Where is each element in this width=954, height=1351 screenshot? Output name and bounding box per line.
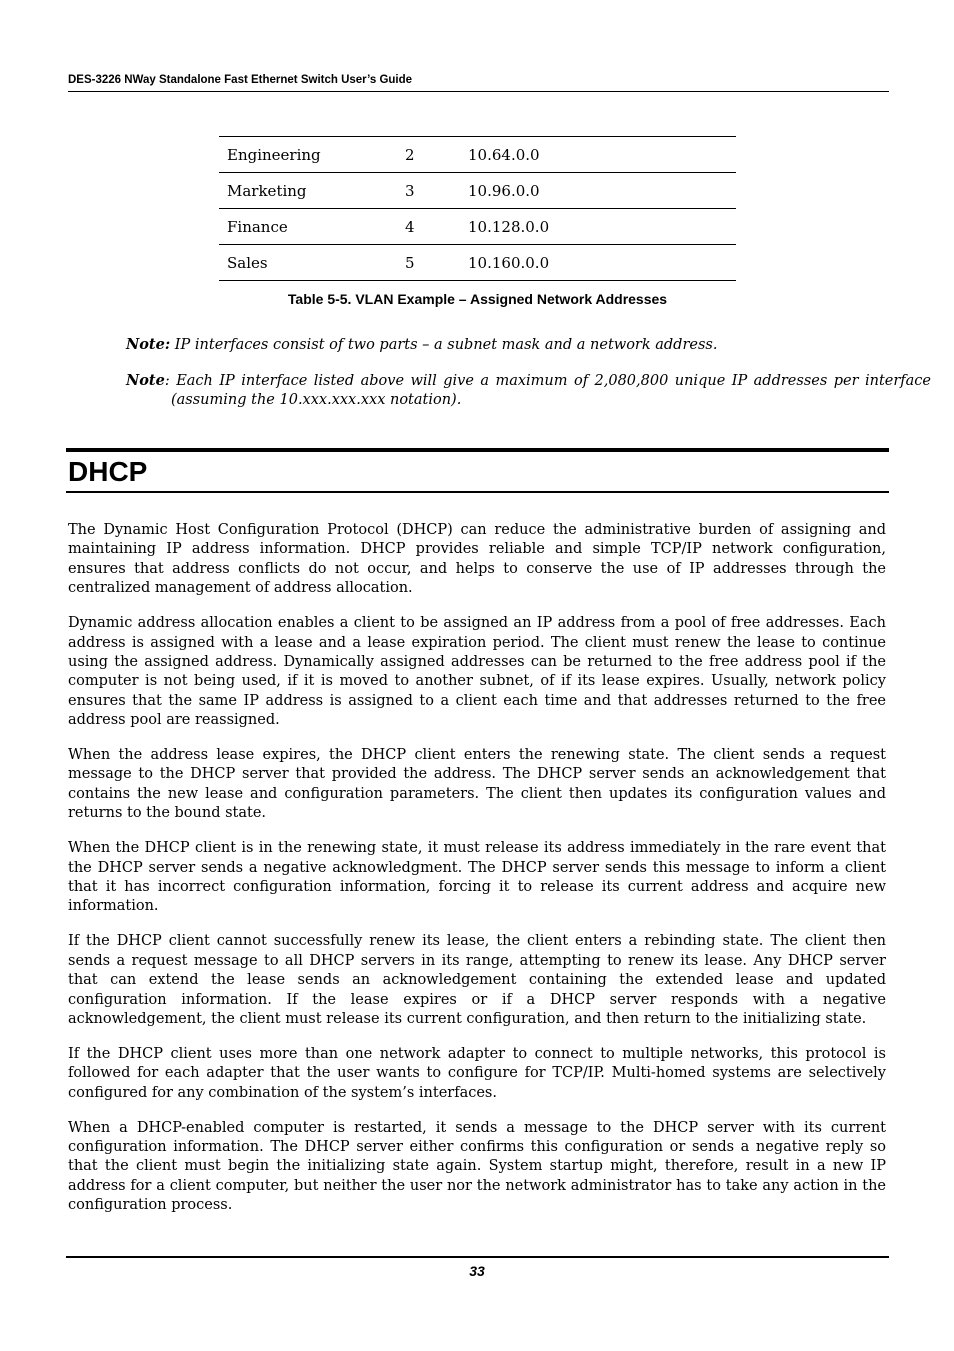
paragraph: When the DHCP client is in the renewing state, it must release its address immediately in the rare event that the DHCP server sends a negative acknowledgment. The DHCP server sends this message to inform a client that it has incorrect configuration information, forcing it to release its current address and acquire new information. <box>68 840 886 915</box>
paragraph: Dynamic address allocation enables a client to be assigned an IP address from a pool of free addresses. Each address is assigned with a lease and a lease expiration period. The client must renew the lease to continue using the assigned address. Dynamically assigned addresses can be returned to the free address pool if the computer is not being used, if it is moved to another subnet, of if its lease expires. Usually, network policy ensures that the same IP address is assigned to a client each time and that addresses returned to the free address pool are reassigned. <box>68 615 886 729</box>
network-address-cell: 10.128.0.0 <box>460 209 736 245</box>
section-top-rule <box>66 448 889 452</box>
note-text: : Each IP interface listed above will give a maximum of 2,080,800 unique IP addresses per interface (assuming the 10.xxx.xxx.xxx notation). <box>164 373 931 408</box>
vlan-id-cell: 3 <box>397 173 460 209</box>
table-caption: Table 5-5. VLAN Example – Assigned Network Addresses <box>287 291 668 307</box>
vlan-name-cell: Sales <box>219 245 397 281</box>
page-number: 33 <box>469 1263 485 1279</box>
network-address-cell: 10.96.0.0 <box>460 173 736 209</box>
vlan-address-table <box>219 136 736 281</box>
paragraph: When the address lease expires, the DHCP client enters the renewing state. The client sends a request message to the DHCP server that provided the address. The DHCP server sends an acknowledgement that contains the new lease and configuration parameters. The client then updates its configuration values and returns to the bound state. <box>68 747 886 822</box>
running-header: DES-3226 NWay Standalone Fast Ethernet Switch User’s Guide <box>68 74 413 86</box>
network-address-cell: 10.160.0.0 <box>460 245 736 281</box>
vlan-name-cell: Engineering <box>219 137 397 173</box>
network-address-cell: 10.64.0.0 <box>460 137 736 173</box>
vlan-id-cell: 2 <box>397 137 460 173</box>
note-label: Note: <box>126 336 171 353</box>
note-ip-count <box>126 371 931 410</box>
paragraph: When a DHCP-enabled computer is restarted, it sends a message to the DHCP server with its current configuration information. The DHCP server either confirms this configuration or sends a negative reply so that the client must begin the initializing state again. System startup might, therefore, result in a new IP address for a client computer, but neither the user nor the network administrator has to take any action in the configuration process. <box>68 1119 886 1214</box>
table-row <box>219 137 736 173</box>
vlan-id-cell: 4 <box>397 209 460 245</box>
section-body <box>68 521 886 1231</box>
note-label: Note <box>126 372 165 389</box>
paragraph: If the DHCP client cannot successfully renew its lease, the client enters a rebinding state. The client then sends a request message to all DHCP servers in its range, attempting to renew its lease. Any DHCP server that can extend the lease sends an acknowledgement containing the extended lease and updated configuration information. If the lease expires or if a DHCP server responds with a negative acknowledgement, the client must release its current configuration, and then return to the initializing state. <box>68 933 886 1027</box>
note-text: IP interfaces consist of two parts – a subnet mask and a network address. <box>170 337 718 353</box>
paragraph: The Dynamic Host Configuration Protocol (DHCP) can reduce the administrative burden of assigning and maintaining IP address information. DHCP provides reliable and simple TCP/IP network configuration, ensures that address conflicts do not occur, and helps to conserve the use of IP addresses through the centralized management of address allocation. <box>68 522 886 597</box>
table-row <box>219 173 736 209</box>
note-subnet <box>126 335 886 355</box>
table-row <box>219 245 736 281</box>
paragraph: If the DHCP client uses more than one network adapter to connect to multiple networks, this protocol is followed for each adapter that the user wants to configure for TCP/IP. Multi-homed systems are selectively configured for any combination of the system’s interfaces. <box>68 1045 886 1101</box>
header-divider <box>68 91 889 92</box>
vlan-name-cell: Marketing <box>219 173 397 209</box>
vlan-id-cell: 5 <box>397 245 460 281</box>
table-row <box>219 209 736 245</box>
section-heading: DHCP <box>68 456 148 487</box>
vlan-name-cell: Finance <box>219 209 397 245</box>
section-bottom-rule <box>66 491 889 493</box>
footer-divider <box>66 1256 889 1258</box>
